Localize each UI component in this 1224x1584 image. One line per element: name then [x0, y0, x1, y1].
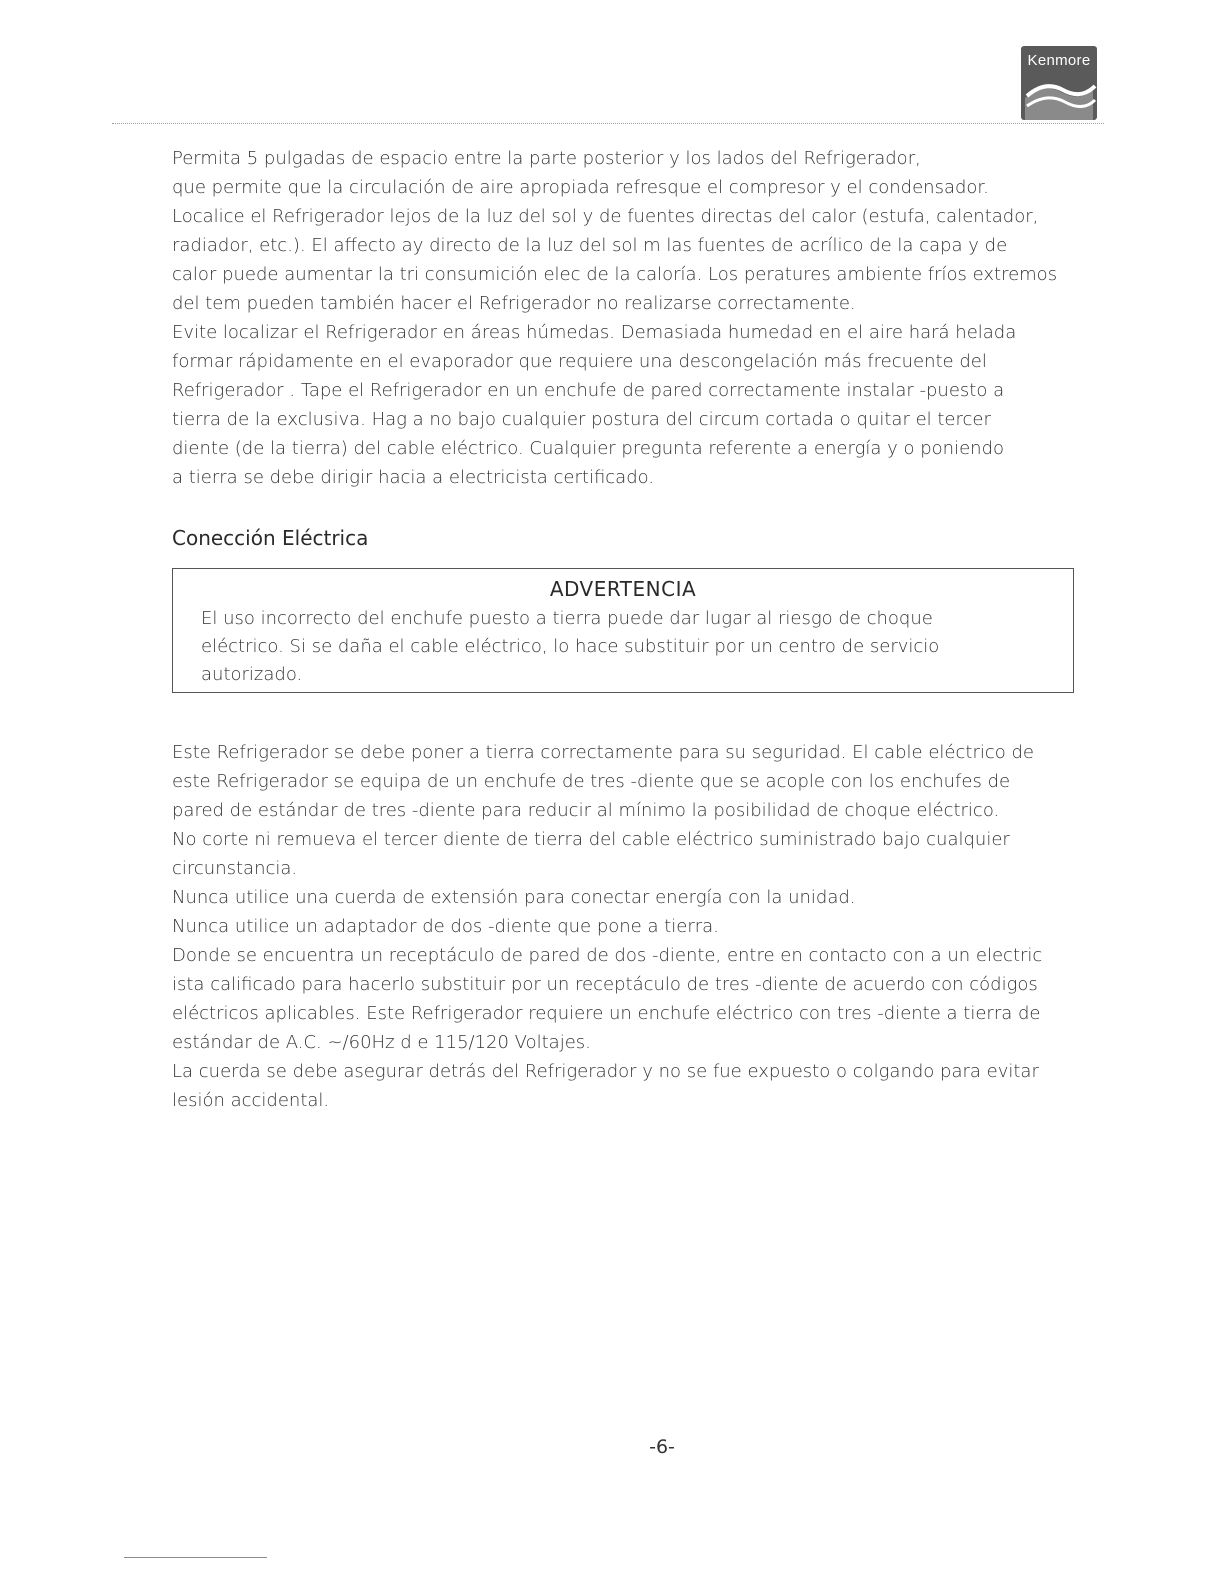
body-line: No corte ni remueva el tercer diente de tierra del cable eléctrico suministrado bajo cualquier [172, 829, 1010, 850]
intro-line: diente (de la tierra) del cable eléctrico. Cualquier pregunta referente a energía y o poniendo [172, 438, 1005, 459]
warning-text [201, 605, 1061, 689]
body-line: este Refrigerador se equipa de un enchufe de tres -diente que se acople con los enchufes de [172, 771, 1011, 792]
footer-divider [124, 1557, 267, 1558]
intro-line: Localice el Refrigerador lejos de la luz del sol y de fuentes directas del calor (estufa, calentador, [172, 206, 1039, 227]
intro-line: radiador, etc.). El affecto ay directo de la luz del sol m las fuentes de acrílico de la capa y de [172, 235, 1008, 256]
intro-line: del tem pueden también hacer el Refrigerador no realizarse correctamente. [172, 293, 856, 314]
body-line: Donde se encuentra un receptáculo de pared de dos -diente, entre en contacto con a un electric [172, 945, 1043, 966]
body-paragraph [172, 738, 1092, 1115]
body-line: eléctricos aplicables. Este Refrigerador requiere un enchufe eléctrico con tres -diente a tierra de [172, 1003, 1041, 1024]
body-line: lesión accidental. [172, 1090, 330, 1111]
warning-line: eléctrico. Si se daña el cable eléctrico, lo hace substituir por un centro de servicio [201, 636, 940, 657]
body-line: Este Refrigerador se debe poner a tierra correctamente para su seguridad. El cable eléctrico de [172, 742, 1034, 763]
header-divider [112, 123, 1104, 124]
body-line: Nunca utilice una cuerda de extensión para conectar energía con la unidad. [172, 887, 856, 908]
body-line: La cuerda se debe asegurar detrás del Refrigerador y no se fue expuesto o colgando para evitar [172, 1061, 1039, 1082]
section-heading: Conección Eléctrica [172, 526, 369, 550]
body-line: pared de estándar de tres -diente para reducir al mínimo la posibilidad de choque eléctrico. [172, 800, 1000, 821]
intro-line: calor puede aumentar la tri consumición elec de la caloría. Los peratures ambiente fríos extremos [172, 264, 1058, 285]
intro-line: Refrigerador . Tape el Refrigerador en un enchufe de pared correctamente instalar -puesto a [172, 380, 1005, 401]
intro-paragraph [172, 144, 1092, 492]
intro-line: que permite que la circulación de aire apropiada refresque el compresor y el condensador. [172, 177, 989, 198]
intro-line: tierra de la exclusiva. Hag a no bajo cualquier postura del circum cortada o quitar el tercer [172, 409, 991, 430]
warning-title: ADVERTENCIA [549, 577, 697, 601]
body-line: estándar de A.C. ~/60Hz d e 115/120 Voltajes. [172, 1032, 591, 1053]
intro-line: Permita 5 pulgadas de espacio entre la parte posterior y los lados del Refrigerador, [172, 148, 921, 169]
body-line: ista calificado para hacerlo substituir por un receptáculo de tres -diente de acuerdo con códigos [172, 974, 1038, 995]
intro-line: Evite localizar el Refrigerador en áreas húmedas. Demasiada humedad en el aire hará helada [172, 322, 1017, 343]
page-number: -6- [649, 1436, 675, 1458]
kenmore-logo [1021, 46, 1097, 120]
warning-line: El uso incorrecto del enchufe puesto a tierra puede dar lugar al riesgo de choque [201, 608, 933, 629]
intro-line: formar rápidamente en el evaporador que requiere una descongelación más frecuente del [172, 351, 987, 372]
intro-line: a tierra se debe dirigir hacia a electricista certificado. [172, 467, 655, 488]
body-line: circunstancia. [172, 858, 298, 879]
warning-line: autorizado. [201, 664, 303, 685]
logo-text: Kenmore [1027, 52, 1091, 69]
warning-box [172, 568, 1074, 693]
body-line: Nunca utilice un adaptador de dos -diente que pone a tierra. [172, 916, 719, 937]
